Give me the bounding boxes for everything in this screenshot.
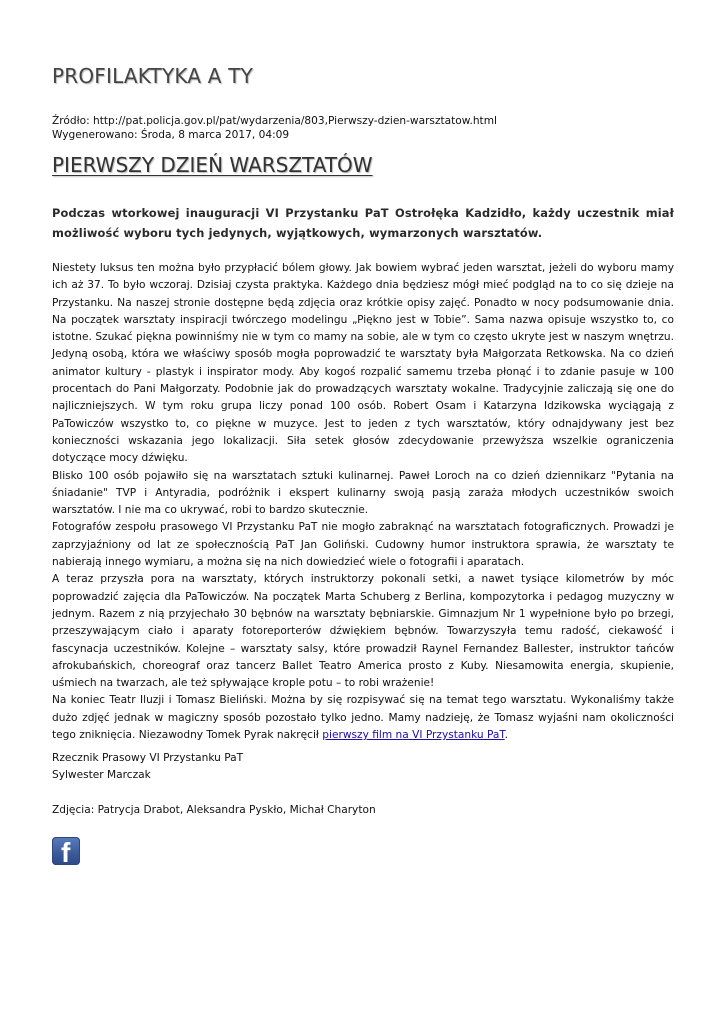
article-paragraph: Fotografów zespołu prasowego VI Przystanku PaT nie mogło zabraknąć na warsztatach fotograficznych. Prowadzi je zaprzyjaźniony od lat ze społecznością PaT Jan Goliński. Cudowny humor instruktora sprawia, że warsztaty te nabierają innego wymiaru, a można się na nich dowiedzieć wiele o fotografii i aparatach.: [52, 521, 674, 569]
photos-credit: Zdjęcia: Patrycja Drabot, Aleksandra Pyskło, Michał Charyton: [52, 804, 376, 816]
article-paragraph: Blisko 100 osób pojawiło się na warsztatach sztuki kulinarnej. Paweł Loroch na co dzień dziennikarz "Pytania na śniadanie" TVP i Antyradia, podróżnik i ekspert kulinarny swoją pasją zaraża młodych uczestników swoich warsztatów. I nie ma co ukrywać, robi to bardzo skutecznie.: [52, 469, 674, 517]
last-paragraph-text: Na koniec Teatr Iluzji i Tomasz Bieliński. Można by się rozpisywać się na temat tego warsztatu. Wykonaliśmy także dużo zdjęć jednak w magiczny sposób pozostało tylko jedno. Mamy nadzieję, że Tomasz wyjaśni nam okoliczności tego zniknięcia. Niezawodny Tomek Pyrak nakręcił: [52, 694, 674, 742]
facebook-icon[interactable]: [52, 837, 80, 865]
signature-name: Sylwester Marczak: [52, 769, 151, 781]
article-paragraph-last: [52, 692, 674, 744]
article-body: [52, 260, 674, 744]
document-meta: [52, 114, 497, 142]
film-link[interactable]: pierwszy film na VI Przystanku PaT: [322, 729, 505, 742]
facebook-glyph: f: [61, 837, 71, 865]
article-title: PIERWSZY DZIEŃ WARSZTATÓW: [52, 153, 373, 177]
article-paragraph: Niestety luksus ten można było przypłacić bólem głowy. Jak bowiem wybrać jeden warsztat, jeżeli do wyboru mamy ich aż 37. To było wczoraj. Dzisiaj czysta praktyka. Każdego dnia będziesz mógł mieć podgląd na to co się dzieje na Przystanku. Na naszej stronie dostępne będą zdjęcia oraz krótkie opisy zajęć. Ponadto w nocy podsumowanie dnia. Na początek warsztaty inspiracji twórczego modelingu „Piękno jest w Tobie”. Sama nazwa opisuje wszystko to, co istotne. Szukać piękna powinniśmy nie w tym co mamy na sobie, ale w tym co często ukryte jest w naszym wnętrzu. Jedyną osobą, która we właściwy sposób mogła poprowadzić te warsztaty była Małgorzata Retkowska. Na co dzień animator kultury - plastyk i inspirator mody. Aby kogoś rozpalić samemu trzeba płonąć i to zdanie pasuje w 100 procentach do Pani Małgorzaty. Podobnie jak do prowadzących warsztaty wokalne. Tradycyjnie zaliczają się one do najliczniejszych. W tym roku grupa liczy ponad 100 osób. Robert Osam i Katarzyna Idzikowska wyciągają z PaTowiczów wszystko to, co piękne w muzyce. Jest to jeden z tych warsztatów, który odnajdywany jest bez konieczności wskazania jego lokalizacji. Siła setek głosów zdecydowanie przewyższa wszelkie ograniczenia dotyczące mocy dźwięku.: [52, 262, 674, 465]
signature: [52, 750, 243, 784]
site-title: PROFILAKTYKA A TY: [52, 64, 254, 88]
generated-line: Wygenerowano: Środa, 8 marca 2017, 04:09: [52, 129, 290, 141]
article-lead: Podczas wtorkowej inauguracji VI Przystanku PaT Ostrołęka Kadzidło, każdy uczestnik miał możliwość wyboru tych jedynych, wyjątkowych, wymarzonych warsztatów.: [52, 206, 674, 240]
signature-role: Rzecznik Prasowy VI Przystanku PaT: [52, 752, 244, 764]
article-paragraph: A teraz przyszła pora na warsztaty, których instruktorzy pokonali setki, a nawet tysiące kilometrów by móc poprowadzić zajęcia dla PaTowiczów. Na początek Marta Schuberg z Berlina, kompozytorka i pedagog muzyczny w jednym. Razem z nią przyjechało 30 bębnów na warsztaty bębniarskie. Gimnazjum Nr 1 wypełnione było po brzegi, przeszywającym ciało i aparaty fotoreporterów dźwiękiem bębnów. Towarzyszyła temu radość, ciekawość i fascynacja uczestników. Kolejne – warsztaty salsy, które prowadził Raynel Fernandez Ballester, instruktor tańców afrokubańskich, choreograf oraz tancerz Ballet Teatro America prosto z Kuby. Niesamowita energia, skupienie, uśmiech na twarzach, ale też spływające krople potu – to robi wrażenie!: [52, 573, 674, 690]
source-line: Źródło: http://pat.policja.gov.pl/pat/wydarzenia/803,Pierwszy-dzien-warsztatow.html: [52, 115, 497, 127]
last-paragraph-end: .: [504, 729, 508, 742]
